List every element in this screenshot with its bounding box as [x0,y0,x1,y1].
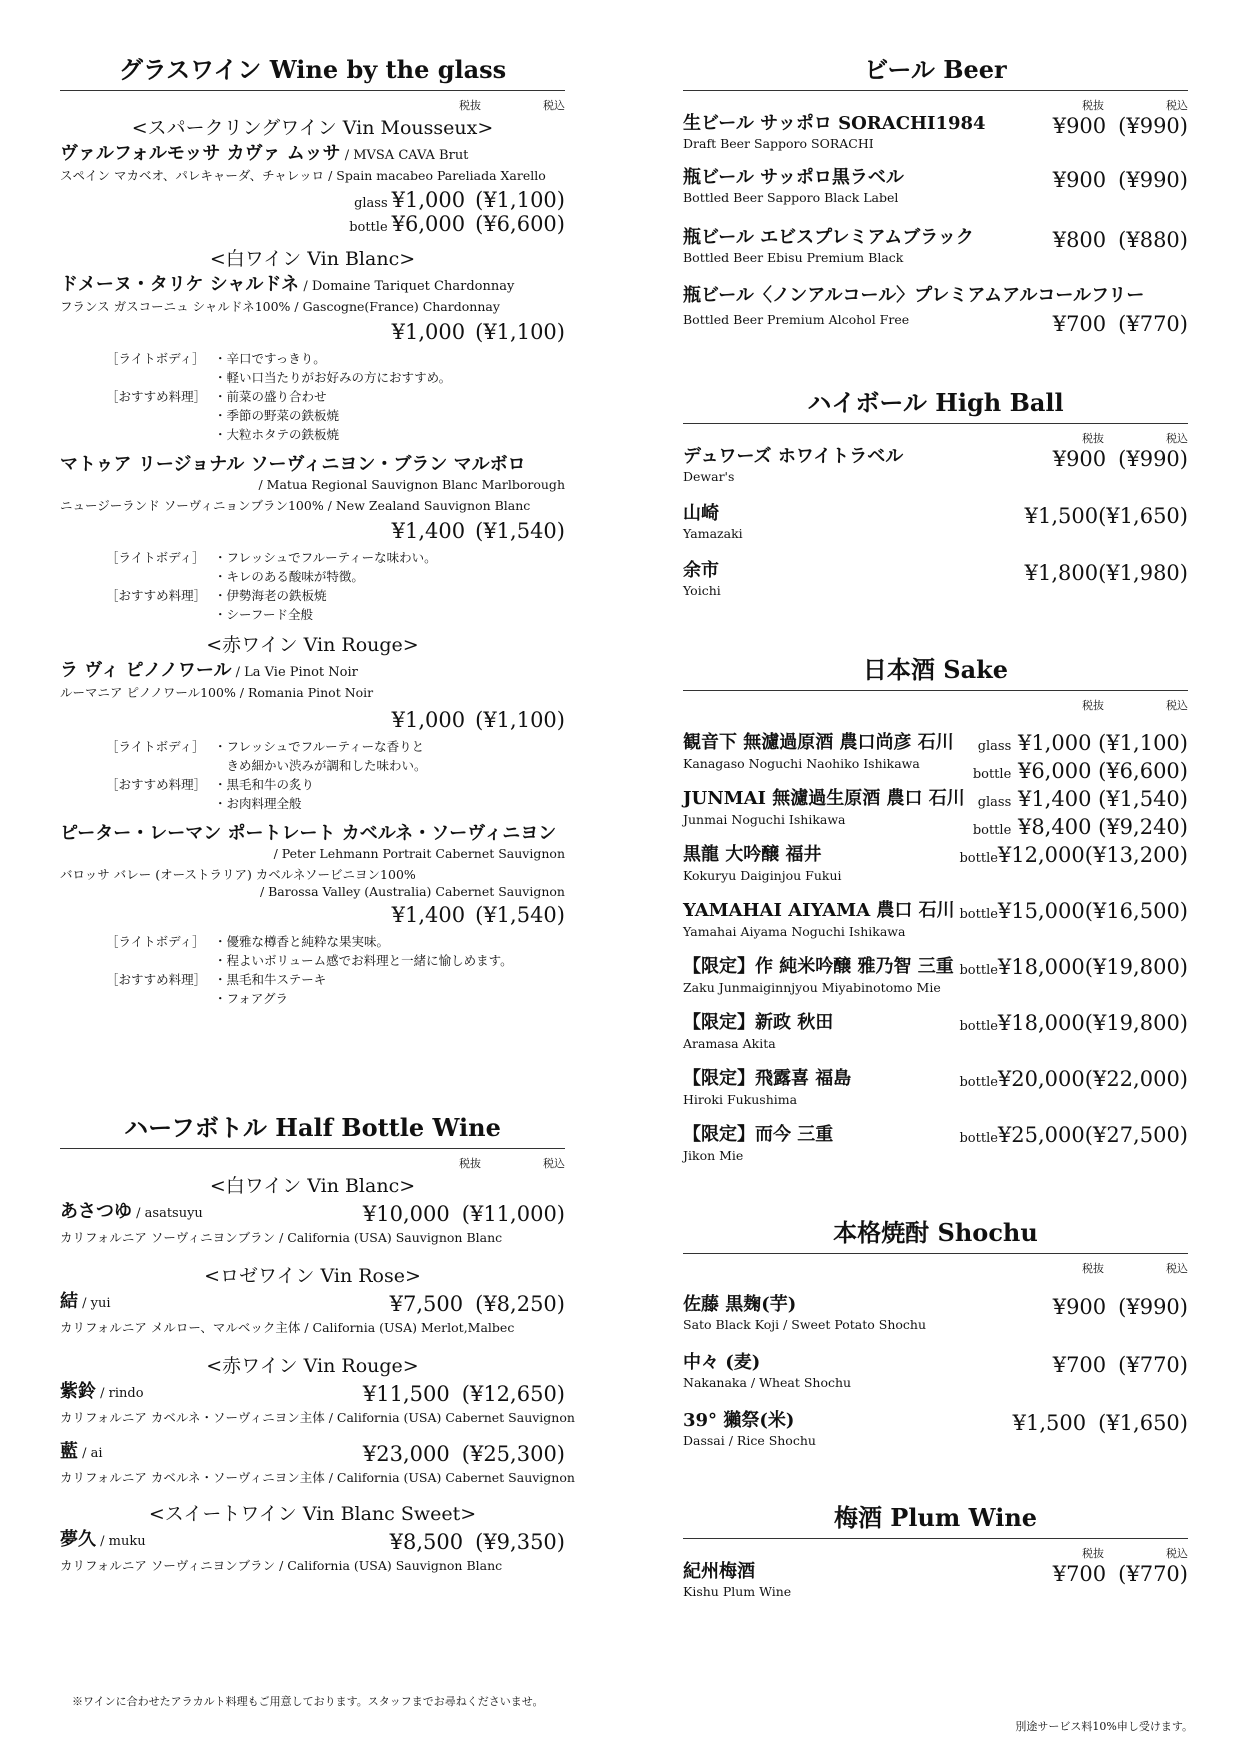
sake-item [683,787,1188,843]
sake-en: Aramasa Akita [683,1036,776,1051]
wine-item [60,274,565,444]
tax-header: 税抜 税込 [1082,99,1188,112]
wine-name: ヴァルフォルモッサ カヴァ ムッサ / MVSA CAVA Brut [60,143,469,164]
wine-price: ¥1,000 (¥1,100) [391,708,565,732]
drink-price: ¥900 (¥990) [1052,168,1188,192]
drink-item [683,1561,1188,1611]
drink-name: 瓶ビール エビスプレミアムブラック [683,227,974,248]
wine-price: ¥10,000 (¥11,000) [362,1202,565,1226]
sake-prices: bottle¥15,000(¥16,500) [959,899,1188,923]
drink-price: ¥700 (¥770) [1052,312,1188,336]
drink-price: ¥900 (¥990) [1052,114,1188,138]
sake-en: Hiroki Fukushima [683,1092,798,1107]
section-title: ビール Beer [864,55,1007,84]
glass-wine-section [60,52,565,1014]
wine-price-bottle: bottle ¥6,000 (¥6,600) [349,212,565,236]
sake-item [683,1011,1188,1067]
sake-item [683,955,1188,1011]
wine-notes: ［ライトボディ］ ・フレッシュでフルーティーな味わい。 ・キレのある酸味が特徴。 ［おすすめ料理］ ・伊勢海老の鉄板焼 ・シーフード全般 [106,550,437,622]
sake-name: 【限定】飛露喜 福島 [683,1068,852,1089]
drink-en: Kishu Plum Wine [683,1584,792,1599]
drink-item [683,285,1188,345]
drink-price: ¥1,800(¥1,980) [1024,561,1188,585]
drink-item [683,560,1188,617]
wine-price: ¥23,000 (¥25,300) [362,1442,565,1466]
drink-en: Bottled Beer Premium Alcohol Free [683,312,910,327]
sake-name: YAMAHAI AIYAMA 農口 石川 [683,900,955,921]
wine-item [60,660,565,813]
footer-note-right: 別途サービス料10%申し受けます。 [1015,1720,1193,1733]
sake-prices: bottle¥25,000(¥27,500) [959,1123,1188,1147]
wine-price: ¥1,400 (¥1,540) [391,903,565,927]
wine-desc: / Matua Regional Sauvignon Blanc Marlborough [258,477,565,492]
wine-item [60,1381,575,1441]
sake-prices: bottle¥18,000(¥19,800) [959,1011,1188,1035]
wine-item [60,823,565,1008]
wine-name: ドメーヌ・タリケ シャルドネ / Domaine Tariquet Chardonnay [60,274,515,295]
wine-desc: ルーマニア ピノノワール100% / Romania Pinot Noir [60,685,374,700]
sake-prices: bottle¥20,000(¥22,000) [959,1067,1188,1091]
wine-price: ¥1,000 (¥1,100) [391,320,565,344]
subsection-title: <赤ワイン Vin Rouge> [206,634,419,656]
wine-desc: カリフォルニア ソーヴィニヨンブラン / California (USA) Sauvignon Blanc [60,1558,503,1573]
drink-en: Bottled Beer Sapporo Black Label [683,190,899,205]
sake-en: Kanagaso Noguchi Naohiko Ishikawa [683,756,920,771]
wine-desc: スペイン マカベオ、パレキャーダ、チャレッロ / Spain macabeo Pareliada Xarello [60,168,546,183]
footer-note-left: ※ワインに合わせたアラカルト料理もご用意しております。スタッフまでお尋ねくださいませ。 [72,1695,544,1708]
drink-item [683,113,1188,167]
wine-price: ¥8,500 (¥9,350) [389,1530,565,1554]
half-bottle-section [60,1110,575,1589]
drink-item [683,1410,1188,1468]
sake-name: 観音下 無濾過原酒 農口尚彦 石川 [683,732,954,753]
section-title: ハイボール High Ball [807,388,1064,417]
sake-name: 【限定】而今 三重 [683,1124,834,1145]
tax-header: 税抜 税込 [459,1157,565,1170]
tax-header: 税抜 税込 [1082,432,1188,445]
wine-item [60,1441,575,1499]
shochu-section [683,1215,1188,1468]
drink-name: 余市 [683,560,719,581]
drink-price: ¥900 (¥990) [1052,1295,1188,1319]
drink-name: 中々 (麦) [683,1352,761,1373]
drink-item [683,227,1188,285]
wine-desc: / Barossa Valley (Australia) Cabernet Sauvignon [259,884,565,899]
subsection-title: <スイートワイン Vin Blanc Sweet> [148,1503,477,1525]
drink-en: Nakanaka / Wheat Shochu [683,1375,852,1390]
sake-item [683,1067,1188,1123]
drink-price: ¥900 (¥990) [1052,447,1188,471]
sake-item [683,1123,1188,1179]
sake-en: Junmai Noguchi Ishikawa [683,812,846,827]
drink-en: Draft Beer Sapporo SORACHI [683,136,874,151]
tax-ex-label: 税抜 [459,99,481,112]
wine-name: 夢久 / muku [60,1529,146,1550]
wine-item [60,1201,565,1261]
beer-section [683,52,1188,345]
sake-item [683,843,1188,899]
sake-section [683,652,1188,1179]
wine-price-glass: glass ¥1,000 (¥1,100) [354,188,565,212]
plum-wine-section [683,1500,1188,1611]
drink-price: ¥700 (¥770) [1052,1562,1188,1586]
wine-desc: カリフォルニア カベルネ・ソーヴィニヨン主体 / California (USA) Cabernet Sauvignon [60,1410,575,1425]
drink-en: Bottled Beer Ebisu Premium Black [683,250,904,265]
wine-notes: ［ライトボディ］ ・辛口ですっきり。 ・軽い口当たりがお好みの方におすすめ。 ［おすすめ料理］ ・前菜の盛り合わせ ・季節の野菜の鉄板焼 ・大粒ホタテの鉄板焼 [106,351,452,442]
sake-en: Yamahai Aiyama Noguchi Ishikawa [683,924,906,939]
drink-en: Dewar's [683,469,735,484]
drink-item [683,446,1188,503]
drink-name: デュワーズ ホワイトラベル [683,446,904,467]
wine-name: 紫鈴 / rindo [60,1381,144,1402]
sake-name: 【限定】作 純米吟醸 雅乃智 三重 [683,956,954,977]
tax-header [60,91,565,113]
drink-en: Dassai / Rice Shochu [683,1433,816,1448]
wine-desc: / Peter Lehmann Portrait Cabernet Sauvignon [273,846,565,861]
sake-name: 黒龍 大吟醸 福井 [683,844,822,865]
sake-en: Jikon Mie [683,1148,744,1163]
wine-desc: カリフォルニア ソーヴィニヨンブラン / California (USA) Sauvignon Blanc [60,1230,503,1245]
drink-en: Sato Black Koji / Sweet Potato Shochu [683,1317,927,1332]
section-title: 本格焼酎 Shochu [833,1218,1038,1247]
drink-item [683,167,1188,227]
sake-prices: glass ¥1,000 (¥1,100) bottle ¥6,000 (¥6,600) [972,731,1188,783]
subsection-title: <白ワイン Vin Blanc> [209,248,416,270]
tax-header: 税抜 税込 [1082,1547,1188,1560]
sake-prices: bottle¥12,000(¥13,200) [959,843,1188,867]
wine-price: ¥1,400 (¥1,540) [391,519,565,543]
section-title: 日本酒 Sake [862,655,1009,684]
sake-name: 【限定】新政 秋田 [683,1012,834,1033]
sake-name: JUNMAI 無濾過生原酒 農口 石川 [683,788,965,809]
drink-item [683,1294,1188,1352]
wine-name: ラ ヴィ ピノノワール / La Vie Pinot Noir [60,660,358,681]
sake-item [683,899,1188,955]
wine-desc: カリフォルニア カベルネ・ソーヴィニヨン主体 / California (USA) Cabernet Sauvignon [60,1470,575,1485]
subsection-title: <スパークリングワイン Vin Mousseux> [131,117,494,139]
wine-item [60,454,565,624]
drink-name: 佐藤 黒麹(芋) [683,1294,797,1315]
drink-price: ¥1,500 (¥1,650) [1012,1411,1188,1435]
drink-item [683,503,1188,560]
subsection-title: <白ワイン Vin Blanc> [209,1175,416,1197]
drink-price: ¥800 (¥880) [1052,228,1188,252]
sake-en: Zaku Junmaiginnjyou Miyabinotomo Mie [683,980,941,995]
drink-en: Yoichi [683,583,721,598]
wine-desc: カリフォルニア メルロー、マルベック主体 / California (USA) Merlot,Malbec [60,1320,515,1335]
wine-name: あさつゆ / asatsuyu [60,1201,203,1222]
drink-name: 山崎 [683,503,719,524]
tax-in-label: 税込 [543,99,565,112]
wine-name: ピーター・レーマン ポートレート カベルネ・ソーヴィニヨン [60,823,557,844]
drink-name: 生ビール サッポロ SORACHI1984 [683,113,986,134]
wine-name: マトゥア リージョナル ソーヴィニヨン・ブラン マルボロ [60,454,526,475]
wine-item [60,143,565,238]
wine-name: 藍 / ai [60,1441,103,1462]
wine-price: ¥7,500 (¥8,250) [389,1292,565,1316]
sake-prices: glass ¥1,400 (¥1,540) bottle ¥8,400 (¥9,240) [972,787,1188,839]
drink-name: 瓶ビール〈ノンアルコール〉プレミアムアルコールフリー [683,285,1145,306]
wine-desc: ニュージーランド ソーヴィニョンブラン100% / New Zealand Sauvignon Blanc [60,498,531,513]
tax-header: 税抜 税込 [1082,699,1188,712]
wine-notes: ［ライトボディ］ ・フレッシュでフルーティーな香りと きめ細かい渋みが調和した味わい。 ［おすすめ料理］ ・黒毛和牛の炙り ・お肉料理全般 [106,739,427,811]
drink-price: ¥700 (¥770) [1052,1353,1188,1377]
sake-en: Kokuryu Daiginjou Fukui [683,868,842,883]
drink-name: 39° 獺祭(米) [683,1410,795,1431]
drink-item [683,1352,1188,1410]
drink-en: Yamazaki [683,526,743,541]
wine-item [60,1529,565,1589]
wine-desc: フランス ガスコーニュ シャルドネ100% / Gascogne(France) Chardonnay [60,299,500,314]
section-title: ハーフボトル Half Bottle Wine [124,1113,501,1142]
drink-name: 紀州梅酒 [683,1561,755,1582]
highball-section [683,385,1188,617]
subsection-title: <ロゼワイン Vin Rose> [204,1265,421,1287]
wine-name: 結 / yui [60,1291,111,1312]
section-title: 梅酒 Plum Wine [833,1503,1038,1532]
wine-price: ¥11,500 (¥12,650) [362,1382,565,1406]
wine-desc: バロッサ バレー (オーストラリア) カベルネソービニヨン100% [60,867,416,882]
wine-notes: ［ライトボディ］ ・優雅な樽香と純粋な果実味。 ・程よいボリューム感でお料理と一緒に愉しめます。 ［おすすめ料理］ ・黒毛和牛ステーキ ・フォアグラ [106,934,513,1006]
section-title: グラスワイン Wine by the glass [118,55,507,84]
subsection-title: <赤ワイン Vin Rouge> [206,1355,419,1377]
sake-prices: bottle¥18,000(¥19,800) [959,955,1188,979]
tax-header: 税抜 税込 [1082,1262,1188,1275]
sake-item [683,731,1188,787]
drink-name: 瓶ビール サッポロ黒ラベル [683,167,904,188]
wine-item [60,1291,565,1351]
drink-price: ¥1,500(¥1,650) [1024,504,1188,528]
